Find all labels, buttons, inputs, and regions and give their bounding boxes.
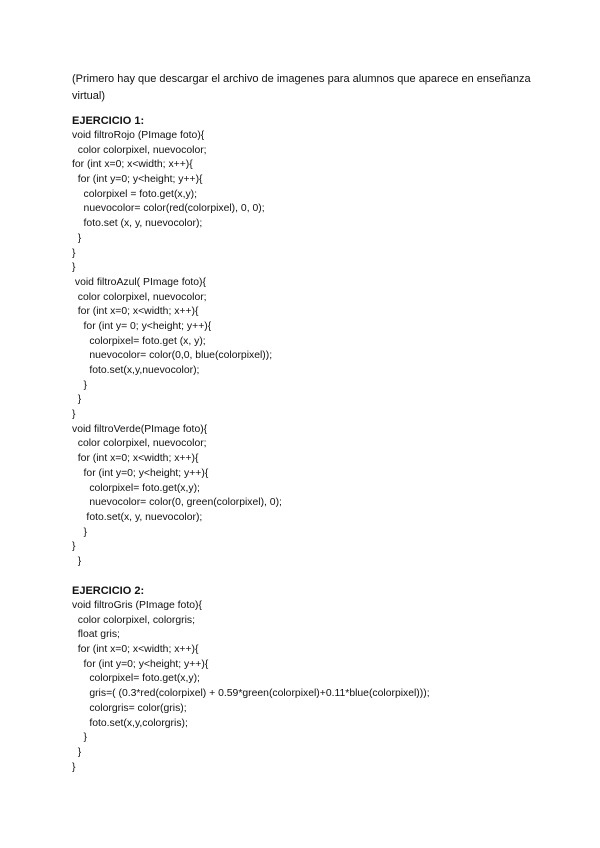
code-line: for (int x=0; x<width; x++){	[72, 159, 193, 171]
code-line: foto.set (x, y, nuevocolor);	[72, 218, 203, 230]
code-line: for (int y=0; y<height; y++){	[72, 467, 209, 479]
code-line: }	[72, 262, 76, 274]
code-line: void filtroRojo (PImage foto){	[72, 130, 205, 141]
exercise-2-heading: EJERCICIO 2:	[72, 585, 145, 597]
code-line: }	[72, 394, 82, 406]
exercise-1-heading: EJERCICIO 1:	[72, 115, 145, 127]
code-line: }	[72, 555, 82, 567]
code-line: for (int x=0; x<width; x++){	[72, 453, 199, 465]
code-line: void filtroGris (PImage foto){	[72, 600, 202, 611]
code-line: colorpixel= foto.get(x,y);	[72, 673, 200, 685]
code-line: }	[72, 746, 82, 758]
intro-paragraph: (Primero hay que descargar el archivo de imagenes para alumnos que aparece en enseñanza virtual)	[72, 73, 531, 102]
code-line: for (int y= 0; y<height; y++){	[72, 320, 212, 332]
code-line: }	[72, 247, 76, 259]
code-line: }	[72, 761, 76, 773]
code-line: foto.set(x, y, nuevocolor);	[72, 511, 203, 523]
code-line: colorpixel= foto.get(x,y);	[72, 482, 200, 494]
code-line: float gris;	[72, 629, 120, 641]
code-line: foto.set(x,y,nuevocolor);	[72, 365, 200, 376]
code-line: }	[72, 409, 76, 421]
code-line: gris=( (0.3*red(colorpixel) + 0.59*green(colorpixel)+0.11*blue(colorpixel)));	[72, 688, 430, 700]
code-line: nuevocolor= color(0,0, blue(colorpixel));	[72, 350, 273, 362]
code-line: color colorpixel, nuevocolor;	[72, 144, 207, 156]
code-line: colorpixel = foto.get(x,y);	[72, 188, 198, 200]
code-line: colorgris= color(gris);	[72, 702, 187, 714]
code-line: }	[72, 379, 88, 391]
code-line: }	[72, 541, 76, 553]
code-line: for (int y=0; y<height; y++){	[72, 658, 209, 670]
code-line: colorpixel= foto.get (x, y);	[72, 335, 206, 347]
code-line: color colorpixel, nuevocolor;	[72, 438, 207, 450]
code-line: }	[72, 732, 88, 744]
code-line: nuevocolor= color(red(colorpixel), 0, 0);	[72, 203, 265, 215]
code-line: foto.set(x,y,colorgris);	[72, 717, 188, 729]
code-line: for (int x=0; x<width; x++){	[72, 306, 199, 318]
code-line: nuevocolor= color(0, green(colorpixel), 0);	[72, 497, 282, 509]
code-line: }	[72, 232, 82, 244]
exercise-1-code-block	[72, 129, 282, 570]
code-line: color colorpixel, colorgris;	[72, 614, 195, 626]
code-line: void filtroAzul( PImage foto){	[72, 276, 206, 288]
code-line: }	[72, 526, 88, 538]
exercise-2-code-block	[72, 599, 430, 775]
code-line: color colorpixel, nuevocolor;	[72, 291, 207, 303]
code-line: for (int x=0; x<width; x++){	[72, 644, 199, 656]
code-line: for (int y=0; y<height; y++){	[72, 174, 203, 186]
code-line: void filtroVerde(PImage foto){	[72, 423, 208, 435]
